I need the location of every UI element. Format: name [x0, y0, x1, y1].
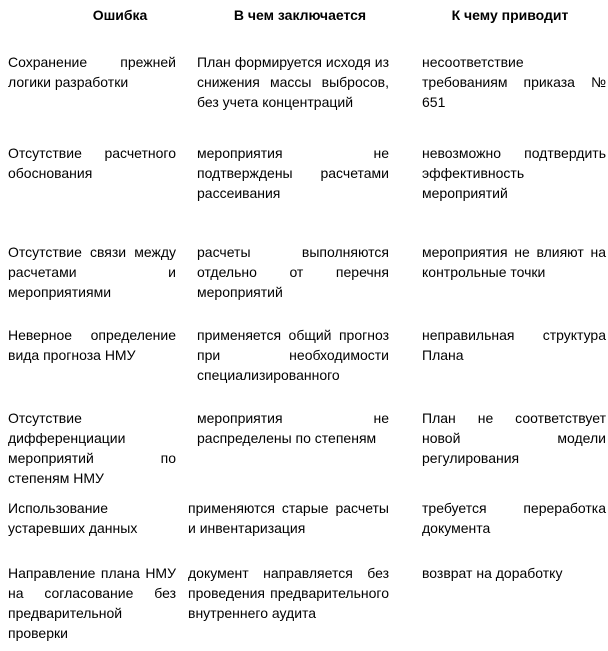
row-5-essence: мероприятия не распределены по степеням	[197, 410, 389, 446]
row-5-error: Отсутствие дифференциации мероприятий по степеням НМУ	[8, 410, 176, 486]
row-1-result: несоответствие требованиям приказа № 651	[422, 54, 606, 110]
row-6-result: требуется переработка документа	[422, 500, 606, 536]
row-7-error: Направление плана НМУ на согласование без предварительной проверки	[8, 565, 176, 641]
row-6-essence: применяются старые расчеты и инвентаризация	[188, 500, 389, 536]
row-4-essence: применяется общий прогноз при необходимости специализированного	[197, 327, 389, 383]
row-4-result: неправильная структура Плана	[422, 327, 606, 363]
row-6-error: Использование устаревших данных	[8, 500, 138, 536]
row-4-error: Неверное определение вида прогноза НМУ	[8, 327, 176, 363]
header-result: К чему приводит	[451, 7, 569, 23]
row-1-essence: План формируется исходя из снижения массы выбросов, без учета концентраций	[197, 54, 389, 110]
row-2-essence: мероприятия не подтверждены расчетами рассеивания	[197, 145, 389, 201]
row-3-result: мероприятия не влияют на контрольные точки	[422, 244, 606, 280]
row-2-error: Отсутствие расчетного обоснования	[8, 145, 176, 181]
row-7-essence: документ направляется без проведения предварительного внутреннего аудита	[188, 565, 389, 621]
row-5-result: План не соответствует новой модели регулирования	[422, 410, 606, 466]
row-3-essence: расчеты выполняются отдельно от перечня мероприятий	[197, 244, 389, 300]
row-1-error: Сохранение прежней логики разработки	[8, 54, 176, 90]
header-error: Ошибка	[92, 7, 148, 23]
row-7-result: возврат на доработку	[422, 565, 563, 581]
row-3-error: Отсутствие связи между расчетами и мероприятиями	[8, 244, 176, 300]
header-essence: В чем заключается	[233, 7, 367, 23]
row-2-result: невозможно подтвердить эффективность мероприятий	[422, 145, 606, 201]
